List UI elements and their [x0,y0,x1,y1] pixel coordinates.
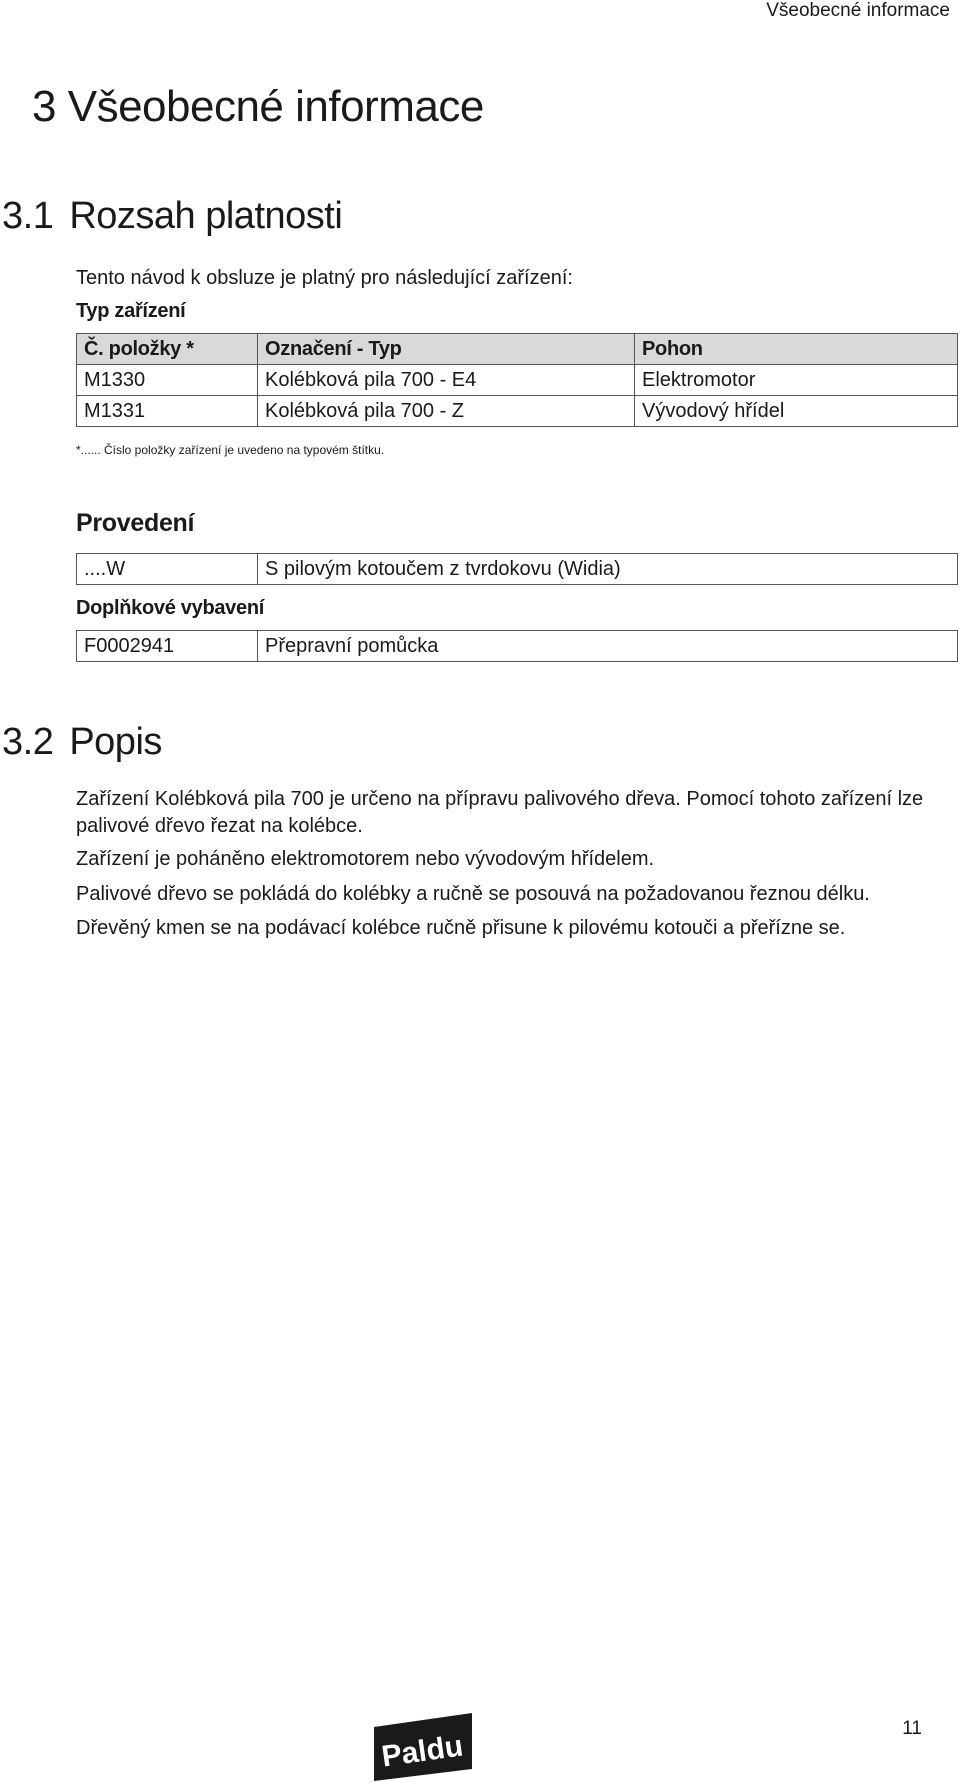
designation-cell: Kolébková pila 700 - E4 [258,365,635,396]
section-number: 3.1 [2,195,54,237]
chapter-title [32,82,484,132]
description-paragraph: Palivové dřevo se pokládá do kolébky a ručně se posouvá na požadovanou řeznou délku. [76,883,870,905]
header-drive: Pohon [635,334,958,365]
paldu-logo [372,1713,474,1781]
table-header-row [77,334,958,365]
version-code-cell: ....W [77,554,258,585]
chapter-title-text: Všeobecné informace [67,82,484,131]
version-table [76,553,958,585]
designation-cell: Kolébková pila 700 - Z [258,396,635,427]
section-number: 3.2 [2,721,54,763]
section-title-text: Popis [69,721,162,763]
description-paragraph: Zařízení Kolébková pila 700 je určeno na přípravu palivového dřeva. Pomocí tohoto zařízení lze palivové dřevo řezat na kolébce. [76,788,924,837]
table-row [77,554,958,585]
table-row [77,631,958,662]
page-number: 11 [902,1718,922,1739]
item-number-cell: M1331 [77,396,258,427]
running-header: Všeobecné informace [766,0,950,21]
version-heading: Provedení [76,509,195,537]
accessory-description-cell: Přepravní pomůcka [258,631,958,662]
section-title-description [2,721,162,764]
item-number-footnote: *...... Číslo položky zařízení je uvedeno na typovém štítku. [76,443,385,457]
drive-cell: Elektromotor [635,365,958,396]
header-designation: Označení - Typ [258,334,635,365]
header-item-number: Č. položky * [77,334,258,365]
device-table [76,333,958,427]
device-type-heading: Typ zařízení [76,300,186,322]
drive-cell: Vývodový hřídel [635,396,958,427]
description-paragraph: Zařízení je poháněno elektromotorem nebo vývodovým hřídelem. [76,848,655,870]
intro-text: Tento návod k obsluze je platný pro následující zařízení: [76,267,573,289]
accessory-heading: Doplňkové vybavení [76,597,264,619]
description-paragraph: Dřevěný kmen se na podávací kolébce ručně přisune k pilovému kotouči a přeřízne se. [76,917,846,939]
table-row [77,396,958,427]
section-title-scope [2,195,342,238]
chapter-number: 3 [32,82,56,131]
accessory-table [76,630,958,662]
item-number-cell: M1330 [77,365,258,396]
table-row [77,365,958,396]
svg-text:Paldu: Paldu [379,1729,466,1774]
section-title-text: Rozsah platnosti [69,195,343,237]
accessory-number-cell: F0002941 [77,631,258,662]
version-description-cell: S pilovým kotoučem z tvrdokovu (Widia) [258,554,958,585]
